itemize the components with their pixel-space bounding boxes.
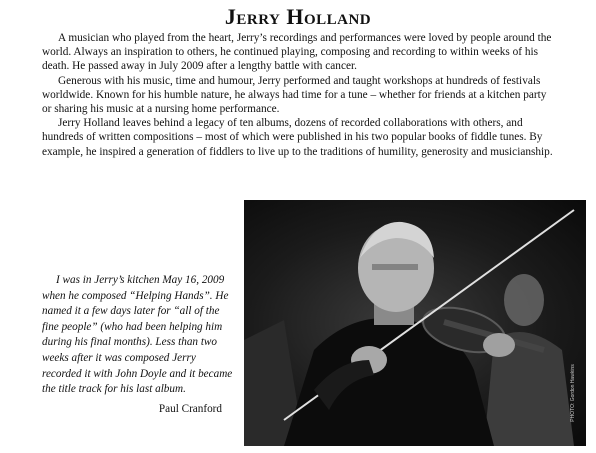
- quote-author: Paul Cranford: [158, 403, 222, 415]
- fiddler-photo: [244, 200, 586, 446]
- page-title: Jerry Holland: [224, 4, 372, 29]
- quote-block: [42, 273, 234, 398]
- fiddler-illustration: [244, 200, 586, 446]
- bio-paragraph-2: Generous with his music, time and humour, Jerry performed and taught workshops at hundreds of festivals worldwide. Known for his humble nature, he always had time for a tune – whether for friends at a kitchen party or sharing his music at a nursing home performance.: [42, 74, 547, 116]
- bio-paragraph-1: A musician who played from the heart, Jerry’s recordings and performances were loved by people around the world. Always an inspiration to others, he continued playing, composing and recording to within weeks of his death. He passed away in July 2009 after a lengthy battle with cancer.: [42, 32, 552, 73]
- bio-paragraph-3: Jerry Holland leaves behind a legacy of ten albums, dozens of recorded collaborations with others, and hundreds of written compositions – most of which were published in his two popular books of fiddle tunes. By example, he inspired a generation of fiddlers to live up to the traditions of humility, generosity and musicianship.: [42, 117, 553, 158]
- biography: [42, 31, 554, 159]
- quote-text: I was in Jerry’s kitchen May 16, 2009 when he composed “Helping Hands”. He named it a few days later for “all of the fine people” (who had been helping him during his final months). Less than two weeks after it was composed Jerry recorded it with John Doyle and it became the title track for his last album.: [42, 274, 233, 396]
- photo-credit: [568, 350, 578, 440]
- photo-credit-text: PHOTO: Gordon Hawkins: [570, 364, 576, 422]
